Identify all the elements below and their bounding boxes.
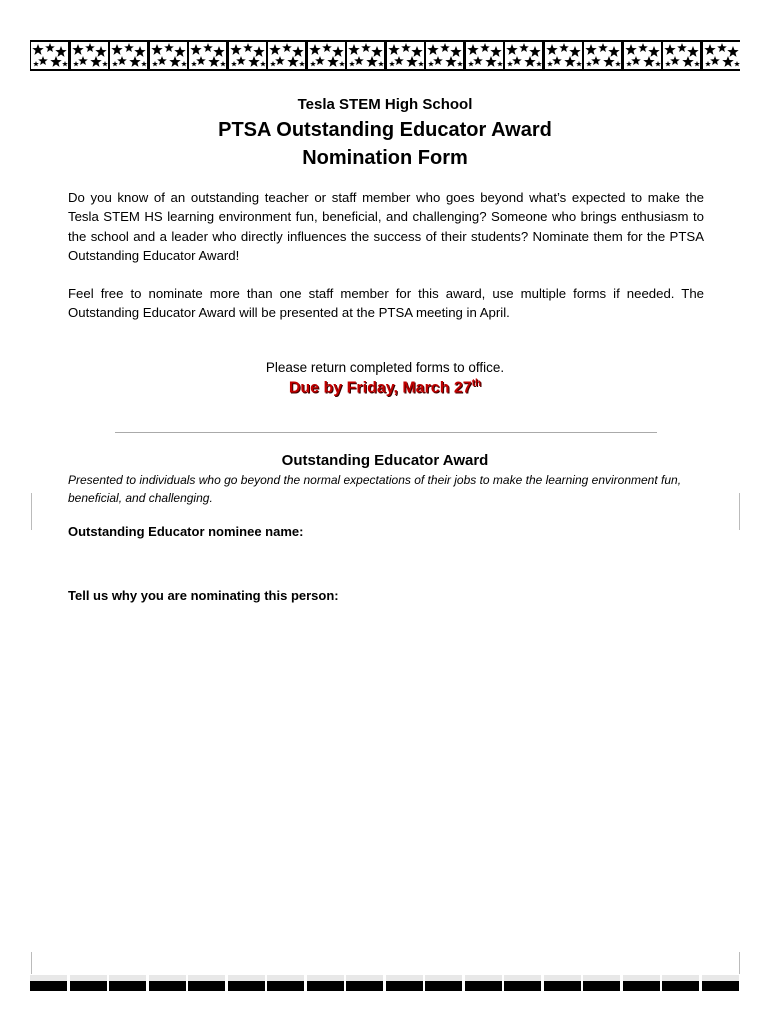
star-border-cell xyxy=(150,42,187,69)
return-note: Please return completed forms to office. xyxy=(265,360,505,375)
section-divider xyxy=(115,432,657,433)
star-border-cell xyxy=(308,42,345,69)
bar-border-segment xyxy=(425,975,462,991)
bar-border-segment xyxy=(188,975,225,991)
bar-border-segment xyxy=(149,975,186,991)
bar-border-segment xyxy=(70,975,107,991)
section-subtitle: Presented to individuals who go beyond the normal expectations of their jobs to make the learning environment fun, beneficial, and challenging. xyxy=(68,473,682,505)
star-border-cell xyxy=(505,42,542,69)
bar-border-segment xyxy=(307,975,344,991)
due-date-suffix: th xyxy=(471,378,482,389)
star-border-cell xyxy=(466,42,503,69)
bar-border-segment xyxy=(702,975,739,991)
bar-border-segment xyxy=(109,975,146,991)
due-date-text: Due by Friday, March 27 xyxy=(288,379,472,397)
right-margin-line xyxy=(739,493,740,530)
right-bottom-line xyxy=(739,952,740,974)
star-border-cell xyxy=(624,42,661,69)
school-name: Tesla STEM High School xyxy=(297,96,473,113)
bar-border-icon xyxy=(30,975,740,991)
star-border-cell xyxy=(703,42,740,69)
bar-border-segment xyxy=(623,975,660,991)
bar-border-segment xyxy=(346,975,383,991)
star-border-icon xyxy=(30,40,740,71)
section-title: Outstanding Educator Award xyxy=(281,452,489,469)
bar-border-segment xyxy=(386,975,423,991)
star-border-cell xyxy=(387,42,424,69)
star-border-cell xyxy=(71,42,108,69)
form-title: Nomination Form xyxy=(302,147,468,169)
nominee-name-label: Outstanding Educator nominee name: xyxy=(68,524,304,539)
bar-border-segment xyxy=(544,975,581,991)
bar-border-segment xyxy=(267,975,304,991)
intro-paragraph: Do you know of an outstanding teacher or staff member who goes beyond what’s expected to make the Tesla STEM HS learning environment fun, beneficial, and challenging? Someone who brings enthusiasm to the school and a leader who directly influences the success of their students? Nominate them for the PTSA Outstanding Educator Award! xyxy=(68,190,704,263)
star-border-cell xyxy=(229,42,266,69)
star-border-cell xyxy=(31,42,68,69)
instructions-paragraph: Feel free to nominate more than one staff member for this award, use multiple forms if needed. The Outstanding Educator Award will be presented at the PTSA meeting in April. xyxy=(68,286,704,321)
left-margin-line xyxy=(31,493,32,530)
star-border-cell xyxy=(663,42,700,69)
star-border-cell xyxy=(189,42,226,69)
bar-border-segment xyxy=(30,975,67,991)
bar-border-segment xyxy=(228,975,265,991)
star-border-cell xyxy=(268,42,305,69)
star-border-cell xyxy=(347,42,384,69)
left-bottom-line xyxy=(31,952,32,974)
due-date xyxy=(0,378,770,397)
bar-border-segment xyxy=(662,975,699,991)
star-border-cell xyxy=(426,42,463,69)
star-border-cell xyxy=(545,42,582,69)
bar-border-segment xyxy=(583,975,620,991)
bar-border-segment xyxy=(504,975,541,991)
star-border-cell xyxy=(584,42,621,69)
bar-border-segment xyxy=(465,975,502,991)
nomination-reason-label: Tell us why you are nominating this person: xyxy=(68,588,339,603)
award-title: PTSA Outstanding Educator Award xyxy=(218,119,552,141)
star-border-cell xyxy=(110,42,147,69)
